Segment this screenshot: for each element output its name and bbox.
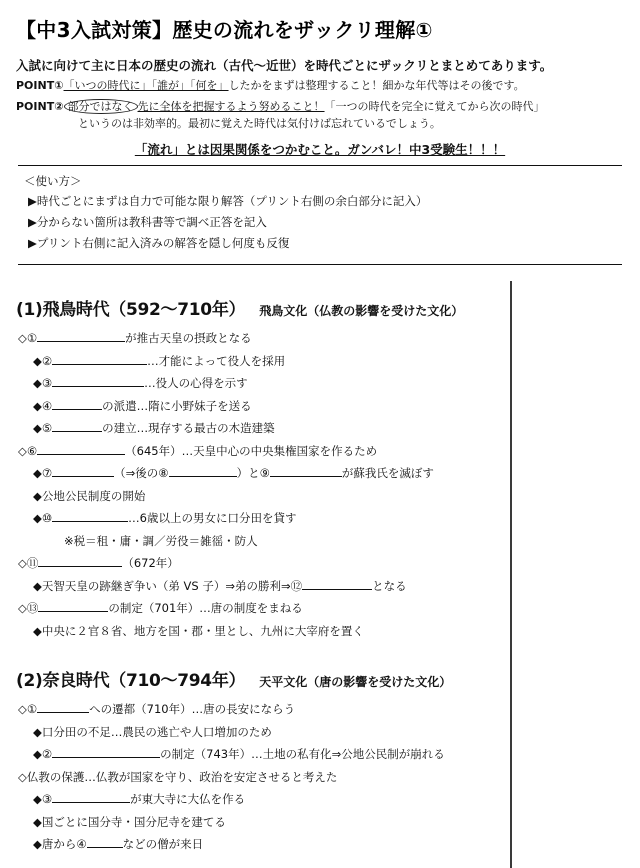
line-text: （672年） [122,556,179,571]
usage-items [24,191,624,253]
line-text: への遷都（710年）…唐の長安にならう [89,702,296,717]
worksheet-line [16,440,510,463]
line-text: ◇⑪ [18,556,39,571]
line-text: ◆国ごとに国分寺・国分尼寺を建てる [33,814,226,829]
intro-text: 入試に向けて主に日本の歴史の流れ（古代～近世）を時代ごとにザックリとまとめてあります。 [16,58,553,73]
section-title: (1)飛鳥時代（592～710年） [16,300,246,321]
worksheet-line [16,811,510,834]
usage-item: ▶分からない箇所は教科書等で調べ正答を記入 [28,214,267,229]
line-text: ◆天智天皇の跡継ぎ争い（弟 VS 子）⇒弟の勝利⇒⑫ [33,578,303,593]
usage-box [16,166,624,258]
line-text: ◆② [33,747,53,762]
answer-blank [270,465,342,477]
line-text: の制定（701年）…唐の制度をまねる [108,601,303,616]
worksheet-line [16,766,510,789]
worksheet-line [16,507,510,530]
line-text: （645年）…天皇中心の中央集権国家を作るため [125,443,378,458]
answer-blank [87,836,123,848]
usage-item: ▶プリント右側に記入済みの解答を隠し何度も反復 [28,235,290,250]
line-text: が蘇我氏を滅ぼす [341,466,434,481]
answer-blank [38,555,122,567]
answer-blank [169,465,237,477]
point1-label: POINT① [16,79,64,92]
line-text: ◆唐から④ [33,837,87,852]
worksheet-line [16,620,510,643]
answer-blank [37,701,89,713]
worksheet-line [16,788,510,811]
answer-blank [38,600,108,612]
section-culture-label: 天平文化（唐の影響を受けた文化） [259,675,452,690]
answer-blank [52,791,130,803]
worksheet-line [16,743,510,766]
main-column [16,281,510,868]
answer-blank [52,375,144,387]
worksheet-line [16,372,510,395]
line-text: …役人の心得を示す [144,376,248,391]
answer-blank [52,510,128,522]
answer-blank [52,420,102,432]
worksheet-line [16,698,510,721]
worksheet-line [16,417,510,440]
line-text: などの僧が来日 [122,837,204,852]
line-text: の派遣…隋に小野妹子を送る [102,398,252,413]
answer-blank [52,465,114,477]
line-text: ◆④ [33,398,53,413]
section-heading [16,666,510,691]
point1-rest-text: したかをまずは整理すること！細かな年代等はその後です。 [228,79,525,92]
answer-column [512,281,624,868]
line-text: ◆③ [33,792,53,807]
rule-bottom [18,264,622,265]
slogan-line [16,140,624,158]
worksheet-line [16,575,510,598]
section-culture-label: 飛鳥文化（仏教の影響を受けた文化） [259,304,464,319]
line-text: の制定（743年）…土地の私有化⇒公地公民制が崩れる [160,747,445,762]
point2-label: POINT② [16,99,64,113]
line-text: ◆口分田の不足…農民の逃亡や人口増加のため [33,724,272,739]
slogan-text: 「流れ」とは因果関係をつかむこと。ガンバレ！中3受験生！！！ [134,141,506,157]
worksheet-line [16,530,510,553]
line-text: （⇒後の⑧ [114,466,169,481]
answer-blank [52,746,160,758]
worksheet-line [16,597,510,620]
line-text: ◆③ [33,376,53,391]
line-text: が推古天皇の摂政となる [125,331,252,346]
line-text: となる [372,578,407,593]
usage-header: ＜使い方＞ [24,173,82,188]
line-text: ◇⑥ [18,443,38,458]
line-text: が東大寺に大仏を作る [130,792,246,807]
line-text: ◆⑦ [33,466,53,481]
point1-line [16,78,624,95]
answer-blank [37,330,125,342]
line-text: ◆⑩ [33,511,53,526]
point2-line [16,99,624,116]
point2-circled-text: 部分ではなく [64,99,138,114]
line-text: ◇仏教の保護…仏教が国家を守り、政治を安定させると考えた [18,769,338,784]
line-text: ◇⑬ [18,601,39,616]
section-title: (2)奈良時代（710～794年） [16,671,246,692]
worksheet-line [16,462,510,485]
line-text: ※税＝租・庸・調／労役＝雑徭・防人 [64,533,258,548]
answer-blank [302,578,372,590]
line-text: ◆② [33,353,53,368]
point2-continuation: というのは非効率的。最初に覚えた時代は気付けば忘れているでしょう。 [78,117,441,130]
worksheet-line [16,833,510,856]
worksheet-line [16,721,510,744]
answer-blank [37,443,125,455]
line-text: ◆公地公民制度の開始 [33,488,146,503]
line-text: ◆⑤ [33,421,53,436]
section-heading [16,295,510,320]
point1-underlined-text: 「いつの時代に」「誰が」「何を」 [63,79,229,92]
line-text: …才能によって役人を採用 [147,353,286,368]
line-text: ）と⑨ [236,466,270,481]
worksheet-line [16,485,510,508]
point2-underlined-text: 先に全体を把握するよう努めること！ [137,99,325,113]
usage-item: ▶時代ごとにまずは自力で可能な限り解答（プリント右側の余白部分に記入） [28,194,428,209]
answer-blank [52,398,102,410]
worksheet-line [16,327,510,350]
line-text: …6歳以上の男女に口分田を貸す [128,511,297,526]
line-text: ◆中央に２官８省、地方を国・郡・里とし、九州に大宰府を置く [33,623,364,638]
point2-rest-text: 「一つの時代を完全に覚えてから次の時代」 [324,99,545,113]
content-region [16,281,624,868]
worksheet-line [16,552,510,575]
worksheet-line [16,350,510,373]
page-title: 【中3入試対策】歴史の流れをザックリ理解① [16,18,433,42]
answer-blank [52,353,147,365]
line-text: ◇① [18,702,38,717]
worksheet-line [16,395,510,418]
line-text: の建立…現存する最古の木造建築 [102,421,275,436]
line-text: ◇① [18,331,38,346]
